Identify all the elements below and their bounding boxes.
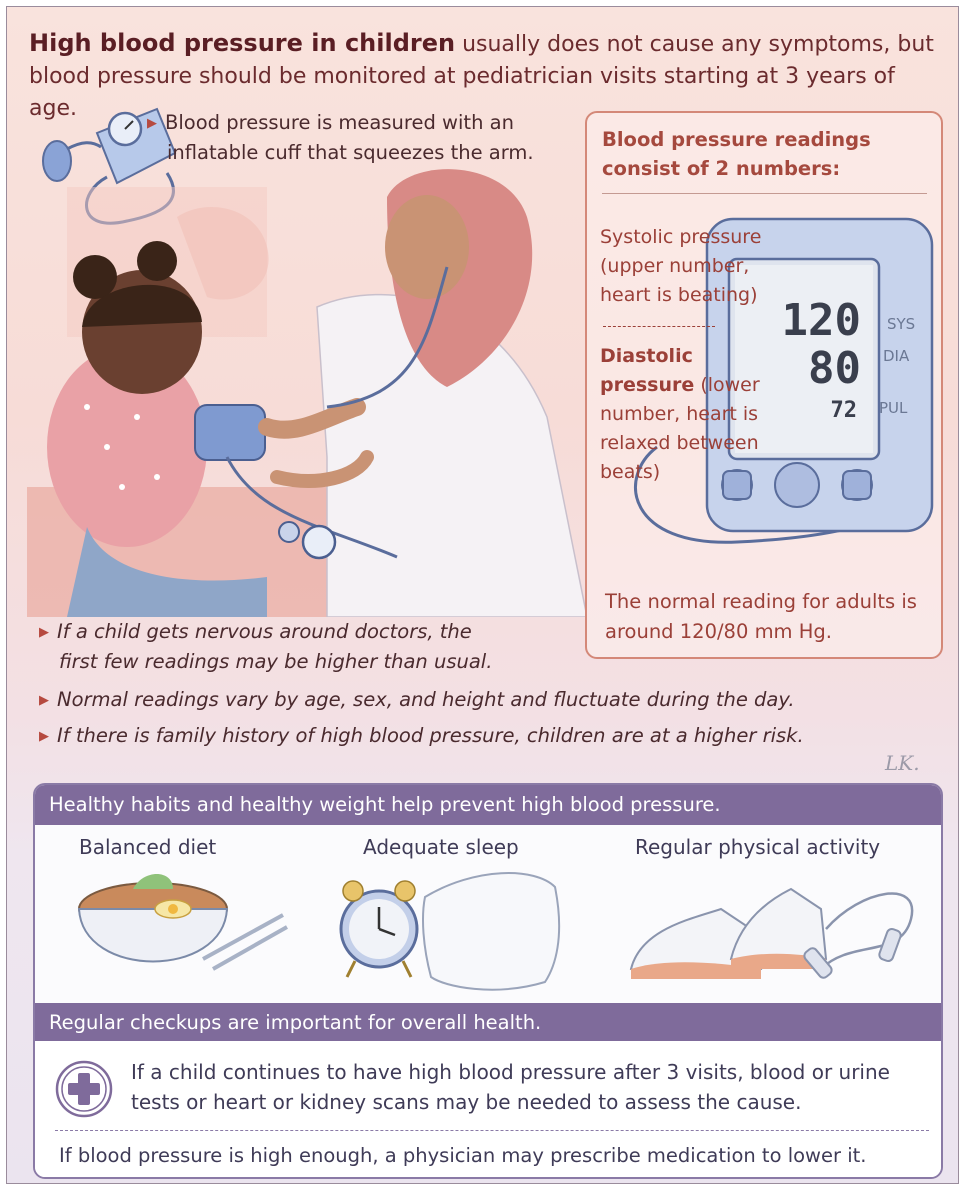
- monitor-dia-value: 80: [808, 343, 861, 394]
- note-nervous-line1: If a child gets nervous around doctors, the: [57, 620, 472, 643]
- cuff-note-line2: inflatable cuff that squeezes the arm.: [167, 141, 534, 164]
- habits-band: [35, 785, 941, 825]
- triangle-bullet-icon: ▶: [39, 625, 49, 640]
- alarm-clock-pillow-icon: [335, 857, 565, 997]
- habit-label-sleep: Adequate sleep: [363, 835, 519, 859]
- checkups-band: [35, 1003, 941, 1043]
- triangle-bullet-icon: ▶: [147, 116, 157, 131]
- bp-readings-text: [585, 111, 943, 659]
- title-rest: usually does not cause any symptoms, but blood pressure should be monitored at pediatrician visits starting at 3 years of age.: [29, 32, 934, 121]
- checkups-heading: Regular checkups are important for overall health.: [49, 1011, 542, 1034]
- note-nervous: [39, 617, 599, 676]
- monitor-sys-label: SYS: [887, 315, 916, 333]
- note-vary-text: Normal readings vary by age, sex, and height and fluctuate during the day.: [57, 688, 795, 711]
- note-nervous-line2: first few readings may be higher than usual.: [59, 650, 493, 673]
- monitor-pul-label: PUL: [879, 399, 908, 417]
- habit-label-diet: Balanced diet: [79, 835, 217, 859]
- habits-heading: Healthy habits and healthy weight help prevent high blood pressure.: [49, 793, 721, 816]
- monitor-sys-value: 120: [781, 295, 861, 346]
- normal-reading-text: The normal reading for adults is around 120/80 mm Hg.: [605, 590, 917, 643]
- triangle-bullet-icon: ▶: [39, 693, 49, 708]
- sneakers-jump-rope-icon: [621, 869, 921, 993]
- diastolic-rest: (lower number, heart is relaxed between beats): [600, 374, 760, 483]
- readings-divider: [603, 326, 715, 327]
- noodle-bowl-icon: [73, 869, 293, 993]
- monitor-dia-label: DIA: [883, 347, 910, 365]
- note-vary: [39, 685, 939, 715]
- title-bold: High blood pressure in children: [29, 29, 456, 57]
- checkups-text: If a child continues to have high blood pressure after 3 visits, blood or urine tests or heart or kidney scans may be needed to assess the cause.: [131, 1060, 890, 1114]
- diastolic-text: [600, 342, 790, 487]
- medication-text: If blood pressure is high enough, a physician may prescribe medication to lower it.: [59, 1144, 867, 1167]
- diastolic-title: Diastolic pressure: [600, 345, 695, 396]
- habit-label-activity: Regular physical activity: [635, 835, 881, 859]
- cuff-note-line1: Blood pressure is measured with an: [165, 111, 514, 134]
- checkups-divider: [55, 1130, 929, 1131]
- triangle-bullet-icon: ▶: [39, 729, 49, 744]
- readings-heading: Blood pressure readings consist of 2 numbers:: [602, 125, 927, 194]
- infographic-page: [6, 6, 959, 1184]
- medical-plus-icon: [54, 1059, 114, 1119]
- monitor-pul-value: 72: [830, 398, 857, 423]
- note-family-text: If there is family history of high blood pressure, children are at a higher risk.: [57, 724, 804, 747]
- note-family: [39, 721, 939, 751]
- habits-panel: [33, 783, 943, 1179]
- systolic-text: Systolic pressure (upper number, heart is beating): [600, 226, 762, 306]
- doctor-child-illustration: [27, 157, 587, 617]
- artist-signature: LK.: [885, 751, 920, 775]
